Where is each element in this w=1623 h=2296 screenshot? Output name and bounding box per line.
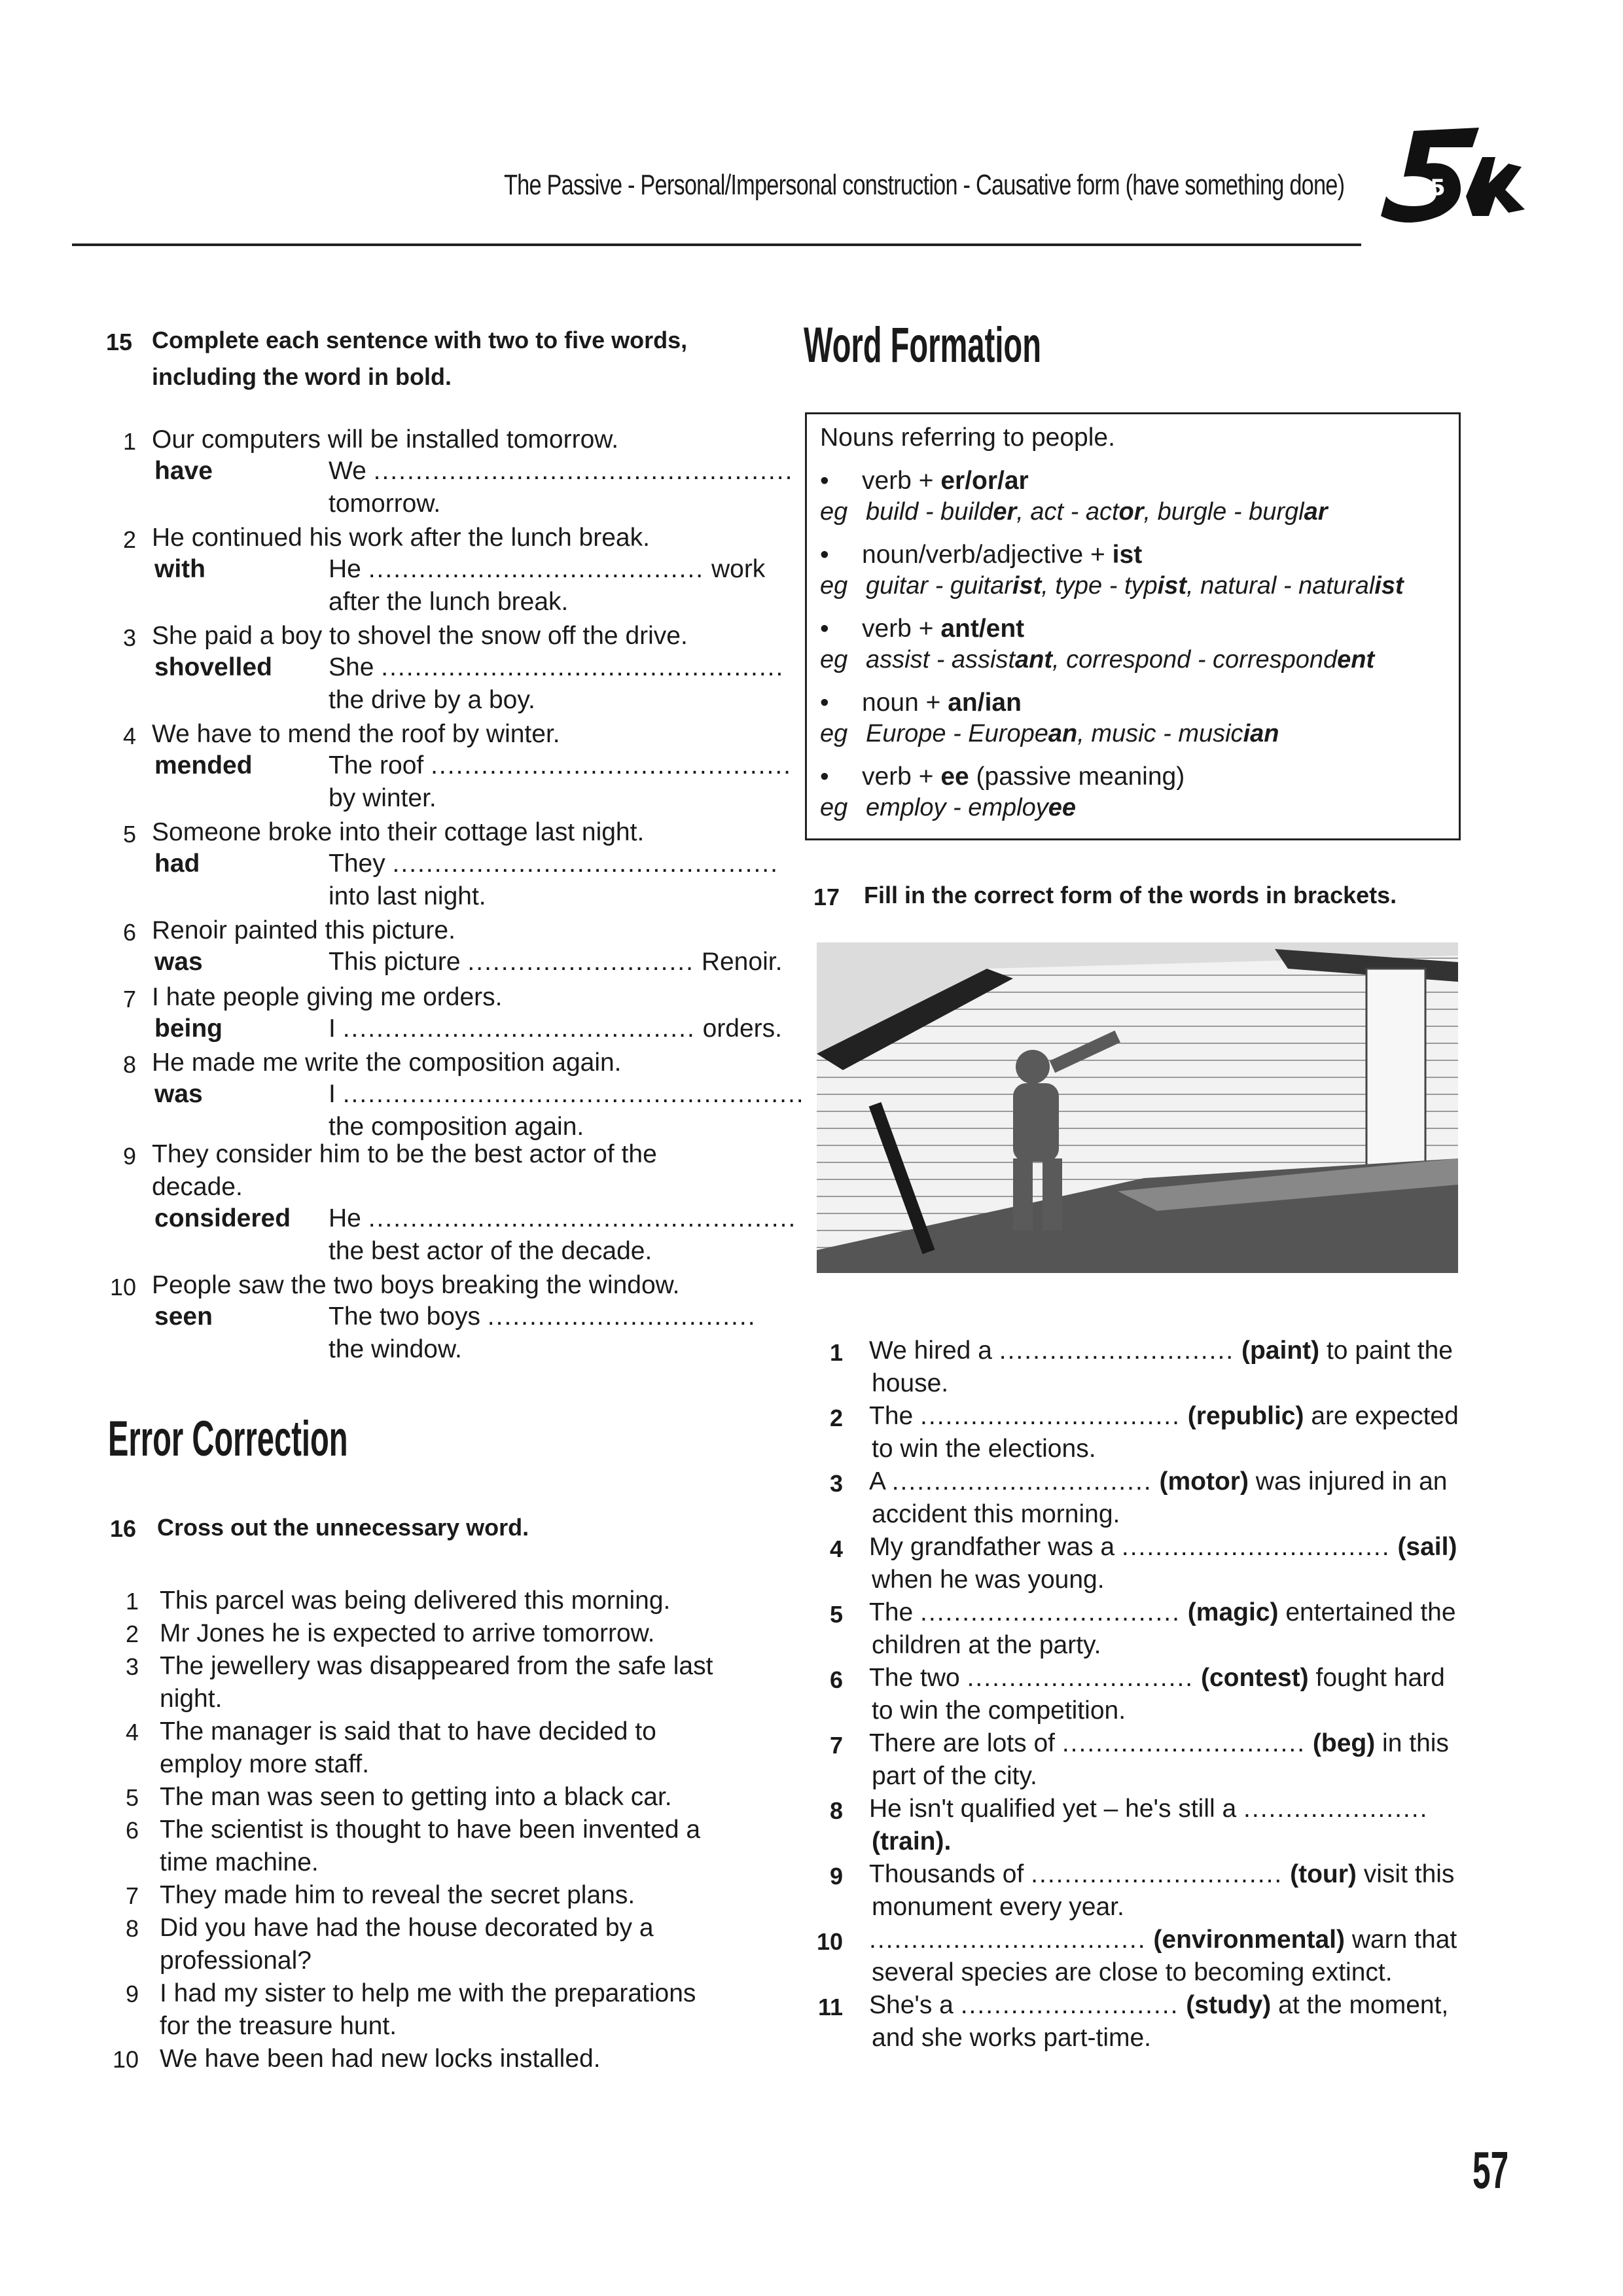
sentence-start: He isn't qualified yet – he's still a <box>869 1795 1237 1823</box>
gap-sentence-cont: house. <box>872 1369 949 1397</box>
word-in-brackets: (magic) <box>1187 1598 1279 1626</box>
source-sentence: Someone broke into their cottage last night. <box>152 818 645 846</box>
answer-line <box>329 948 782 977</box>
rule-suffix: er/or/ar <box>940 467 1029 495</box>
answer-blank: ................................ <box>487 1302 757 1331</box>
source-sentence: He made me write the composition again. <box>152 1049 622 1077</box>
eg-label: eg <box>820 720 848 747</box>
gap-sentence <box>869 1728 1449 1759</box>
answer-continuation: the best actor of the decade. <box>329 1237 652 1265</box>
rule-line <box>820 689 1022 717</box>
error-sentence-cont: employ more staff. <box>160 1750 370 1778</box>
sentence-start: There are lots of <box>869 1729 1055 1757</box>
question-number: 8 <box>829 1797 843 1824</box>
word-in-brackets: (tour) <box>1290 1860 1357 1888</box>
rule-suffix: ist <box>1112 541 1143 569</box>
error-sentence: The jewellery was disappeared from the safe last <box>160 1652 713 1680</box>
answer-blank: ............................ <box>999 1336 1235 1365</box>
question-number: 5 <box>829 1601 843 1628</box>
answer-line <box>329 850 779 878</box>
question-number: 6 <box>122 919 136 946</box>
keyword: shovelled <box>154 653 272 681</box>
word-in-brackets: (beg) <box>1312 1729 1376 1757</box>
eg-label: eg <box>820 498 848 526</box>
question-number: 5 <box>125 1784 139 1811</box>
keyword: had <box>154 850 200 878</box>
sentence-end: visit this <box>1363 1860 1455 1888</box>
sentence-start: A <box>869 1467 885 1496</box>
bullet-icon: • <box>820 467 829 495</box>
error-sentence: We have been had new locks installed. <box>160 2045 601 2073</box>
sentence-start: She's a <box>869 1991 954 2019</box>
example-suffix: ant <box>1015 646 1053 673</box>
gap-sentence <box>869 1597 1456 1628</box>
bullet-icon: • <box>820 689 829 717</box>
error-sentence: The manager is said that to have decided to <box>160 1717 656 1746</box>
answer-blank: ........................... <box>467 948 694 976</box>
error-sentence-cont: professional? <box>160 1946 312 1975</box>
bullet-icon: • <box>820 615 829 643</box>
answer-line <box>329 653 784 682</box>
question-number: 4 <box>125 1719 139 1746</box>
answer-start: The roof <box>329 751 424 780</box>
example-text: , correspond - correspond <box>1052 646 1338 673</box>
gap-sentence-cont: to win the elections. <box>872 1435 1096 1463</box>
question-number: 8 <box>125 1915 139 1942</box>
answer-blank: ........................................ <box>368 555 705 583</box>
source-sentence: Our computers will be installed tomorrow. <box>152 425 619 454</box>
word-formation-box-title: Nouns referring to people. <box>820 423 1115 452</box>
eg-label: eg <box>820 794 848 821</box>
example-text: guitar - guitar <box>866 572 1012 600</box>
keyword: mended <box>154 751 253 780</box>
sentence-start: We hired a <box>869 1336 992 1365</box>
question-number: 6 <box>125 1817 139 1844</box>
answer-continuation: into last night. <box>329 882 486 910</box>
question-number: 4 <box>122 723 136 749</box>
sentence-end: at the moment, <box>1278 1991 1449 2019</box>
keyword: was <box>154 948 203 976</box>
answer-start: He <box>329 1204 361 1232</box>
question-number: 9 <box>125 1981 139 2007</box>
answer-blank: ................................ <box>1121 1533 1391 1561</box>
sentence-end: fought hard <box>1315 1664 1445 1692</box>
gap-sentence-cont: (train). <box>872 1827 952 1856</box>
sentence-end: in this <box>1382 1729 1449 1757</box>
question-number: 1 <box>125 1588 139 1615</box>
gap-sentence <box>869 1793 1428 1825</box>
example-text: , burgle - burgl <box>1143 498 1304 526</box>
sentence-end: entertained the <box>1285 1598 1456 1626</box>
unit-number: 5 <box>1430 175 1446 201</box>
question-number: 9 <box>829 1863 843 1890</box>
gap-sentence-cont: to win the competition. <box>872 1696 1126 1725</box>
gap-sentence-cont: monument every year. <box>872 1893 1124 1921</box>
answer-line <box>329 1302 757 1331</box>
exercise-15-instruction-1: Complete each sentence with two to five words, <box>152 327 688 353</box>
exercise-15-number: 15 <box>106 329 133 355</box>
answer-blank: ................................................... <box>368 1204 797 1232</box>
keyword: with <box>154 555 205 583</box>
example-text: , natural - natural <box>1186 572 1375 600</box>
gap-sentence <box>869 1335 1453 1367</box>
sentence-start: Thousands of <box>869 1860 1024 1888</box>
rule-example <box>820 720 1279 748</box>
eg-label: eg <box>820 646 848 673</box>
exercise-15-instruction-2: including the word in bold. <box>152 363 452 390</box>
question-number: 1 <box>122 428 136 455</box>
rule-line <box>820 467 1029 495</box>
source-sentence: She paid a boy to shovel the snow off the drive. <box>152 622 688 650</box>
question-number: 7 <box>829 1732 843 1759</box>
answer-blank: ............................. <box>1061 1729 1306 1757</box>
answer-start: I <box>329 1014 336 1043</box>
gap-sentence <box>869 1466 1447 1498</box>
answer-line <box>329 555 765 584</box>
answer-start: He <box>329 555 361 583</box>
gap-sentence <box>869 1859 1454 1890</box>
rule-note: (passive meaning) <box>969 762 1185 791</box>
example-suffix: ar <box>1304 498 1328 526</box>
source-sentence: We have to mend the roof by winter. <box>152 720 560 748</box>
gap-sentence <box>869 1532 1457 1563</box>
answer-continuation: the window. <box>329 1335 462 1363</box>
answer-start: This picture <box>329 948 461 976</box>
gap-sentence <box>869 1401 1459 1432</box>
sentence-start: The <box>869 1598 914 1626</box>
answer-continuation: by winter. <box>329 784 437 812</box>
answer-blank: ...................... <box>1243 1795 1429 1823</box>
house-painter-photo <box>817 942 1458 1289</box>
answer-blank: .................................................. <box>373 457 794 485</box>
bullet-icon: • <box>820 762 829 791</box>
answer-blank: ....................................................... <box>342 1080 805 1108</box>
example-suffix: an <box>1048 720 1078 747</box>
question-number: 7 <box>125 1882 139 1909</box>
word-in-brackets: (contest) <box>1200 1664 1309 1692</box>
answer-blank: ............................... <box>920 1402 1181 1430</box>
answer-blank: ........................... <box>967 1664 1194 1692</box>
answer-line <box>329 751 792 780</box>
example-suffix: ist <box>1374 572 1404 600</box>
rule-suffix: ee <box>940 762 969 791</box>
gap-sentence <box>869 1990 1448 2021</box>
question-number: 5 <box>122 821 136 848</box>
page-number: 57 <box>1472 2141 1509 2199</box>
error-sentence: This parcel was being delivered this morning. <box>160 1587 671 1615</box>
answer-continuation: the drive by a boy. <box>329 686 535 714</box>
example-text: , type - typ <box>1041 572 1158 600</box>
question-number: 2 <box>122 526 136 553</box>
source-sentence: They consider him to be the best actor of the <box>152 1140 657 1168</box>
answer-continuation: after the lunch break. <box>329 588 569 616</box>
answer-start: She <box>329 653 374 681</box>
keyword: was <box>154 1080 203 1108</box>
rule-example <box>820 794 1076 822</box>
answer-line <box>329 1014 782 1043</box>
question-number: 4 <box>829 1535 843 1562</box>
question-number: 3 <box>829 1470 843 1497</box>
question-number: 10 <box>817 1928 844 1955</box>
answer-continuation: tomorrow. <box>329 490 441 518</box>
word-in-brackets: (environmental) <box>1153 1926 1345 1954</box>
example-text: , act - act <box>1016 498 1119 526</box>
gap-sentence <box>869 1924 1457 1956</box>
word-formation-title: Word Formation <box>804 317 1041 373</box>
word-in-brackets: (study) <box>1186 1991 1272 2019</box>
question-number: 11 <box>817 1994 843 2020</box>
sentence-end: to paint the <box>1326 1336 1453 1365</box>
answer-start: The two boys <box>329 1302 480 1331</box>
source-sentence: I hate people giving me orders. <box>152 983 503 1011</box>
question-number: 6 <box>829 1666 843 1693</box>
rule-suffix: an/ian <box>948 689 1022 717</box>
rule-prefix: verb + <box>862 762 941 791</box>
answer-blank: .......................... <box>960 1991 1179 2019</box>
rule-line <box>820 541 1142 569</box>
example-text: Europe - Europe <box>866 720 1048 747</box>
rule-example <box>820 646 1374 674</box>
question-number: 1 <box>829 1339 843 1366</box>
source-sentence: Renoir painted this picture. <box>152 916 455 944</box>
rule-line <box>820 615 1024 643</box>
sentence-end: are expected <box>1311 1402 1459 1430</box>
answer-end: Renoir. <box>701 948 783 976</box>
header-rule <box>72 243 1361 246</box>
sentence-start: The <box>869 1402 914 1430</box>
example-text: build - build <box>866 498 993 526</box>
error-sentence-cont: time machine. <box>160 1848 319 1876</box>
gap-sentence <box>869 1662 1445 1694</box>
error-sentence: The scientist is thought to have been invented a <box>160 1816 701 1844</box>
answer-start: They <box>329 850 385 878</box>
gap-sentence-cont: when he was young. <box>872 1566 1105 1594</box>
source-sentence: He continued his work after the lunch break. <box>152 524 650 552</box>
rule-example <box>820 498 1327 526</box>
example-suffix: ist <box>1157 572 1187 600</box>
word-in-brackets: (sail) <box>1397 1533 1457 1561</box>
question-number: 10 <box>110 1274 137 1300</box>
answer-continuation: the composition again. <box>329 1113 584 1141</box>
error-correction-title: Error Correction <box>108 1411 348 1467</box>
rule-prefix: noun/verb/adjective + <box>862 541 1113 569</box>
rule-prefix: noun + <box>862 689 948 717</box>
running-header: The Passive - Personal/Impersonal construction - Causative form (have something done) <box>504 169 1345 201</box>
bullet-icon: • <box>820 541 829 569</box>
example-suffix: ent <box>1337 646 1375 673</box>
unit-number-logo <box>1368 118 1538 249</box>
question-number: 3 <box>125 1653 139 1680</box>
exercise-17-instruction: Fill in the correct form of the words in brackets. <box>864 882 1397 908</box>
answer-blank: .......................................... <box>342 1014 696 1043</box>
answer-blank: ................................................ <box>381 653 785 681</box>
error-sentence: Mr Jones he is expected to arrive tomorrow. <box>160 1619 655 1647</box>
rule-line <box>820 762 1185 791</box>
rule-suffix: ant/ent <box>940 615 1025 643</box>
sentence-end: was injured in an <box>1255 1467 1448 1496</box>
question-number: 9 <box>122 1143 136 1170</box>
answer-end: work <box>711 555 766 583</box>
example-suffix: or <box>1118 498 1144 526</box>
error-sentence: I had my sister to help me with the preparations <box>160 1979 696 2007</box>
question-number: 8 <box>122 1051 136 1078</box>
sentence-start: My grandfather was a <box>869 1533 1115 1561</box>
gap-sentence-cont: children at the party. <box>872 1631 1101 1659</box>
word-in-brackets: (paint) <box>1241 1336 1320 1365</box>
error-sentence-cont: for the treasure hunt. <box>160 2012 397 2040</box>
error-sentence-cont: night. <box>160 1685 223 1713</box>
word-in-brackets: (motor) <box>1159 1467 1249 1496</box>
answer-line <box>329 1204 796 1233</box>
exercise-17-number: 17 <box>813 884 840 910</box>
answer-start: I <box>329 1080 336 1108</box>
gap-sentence-cont: part of the city. <box>872 1762 1037 1790</box>
gap-sentence-cont: accident this morning. <box>872 1500 1120 1528</box>
example-suffix: ee <box>1048 794 1077 821</box>
example-suffix: er <box>993 498 1017 526</box>
sentence-start: The two <box>869 1664 960 1692</box>
answer-blank: .............................. <box>1031 1860 1283 1888</box>
answer-blank: .............................................. <box>392 850 779 878</box>
sentence-end: warn that <box>1351 1926 1457 1954</box>
word-in-brackets: (republic) <box>1187 1402 1304 1430</box>
question-number: 2 <box>829 1405 843 1431</box>
word-formation-rules-box <box>805 412 1461 840</box>
answer-line <box>329 1080 805 1109</box>
gap-sentence-cont: several species are close to becoming extinct. <box>872 1958 1393 1986</box>
example-text: employ - employ <box>866 794 1048 821</box>
keyword: being <box>154 1014 223 1043</box>
answer-line <box>329 457 793 486</box>
example-suffix: ist <box>1012 572 1042 600</box>
answer-blank: ........................................... <box>431 751 793 780</box>
question-number: 2 <box>125 1621 139 1647</box>
keyword: seen <box>154 1302 213 1331</box>
answer-blank: ............................... <box>891 1467 1152 1496</box>
question-number: 3 <box>122 624 136 651</box>
exercise-16-number: 16 <box>110 1515 137 1542</box>
answer-end: orders. <box>702 1014 783 1043</box>
error-sentence: They made him to reveal the secret plans. <box>160 1881 635 1909</box>
error-sentence: Did you have had the house decorated by a <box>160 1914 654 1942</box>
rule-prefix: verb + <box>862 615 941 643</box>
keyword: considered <box>154 1204 291 1232</box>
exercise-16-instruction: Cross out the unnecessary word. <box>157 1514 529 1541</box>
rule-prefix: verb + <box>862 467 941 495</box>
gap-sentence-cont: and she works part-time. <box>872 2024 1152 2052</box>
example-text: , music - music <box>1077 720 1243 747</box>
answer-blank: ............................... <box>920 1598 1181 1626</box>
example-suffix: ian <box>1243 720 1279 747</box>
example-text: assist - assist <box>866 646 1016 673</box>
keyword: have <box>154 457 213 485</box>
question-number: 10 <box>113 2046 139 2073</box>
rule-example <box>820 572 1404 600</box>
source-sentence: People saw the two boys breaking the window. <box>152 1271 680 1299</box>
answer-blank: ................................. <box>869 1926 1147 1954</box>
question-number: 7 <box>122 986 136 1013</box>
error-sentence: The man was seen to getting into a black car. <box>160 1783 672 1811</box>
eg-label: eg <box>820 572 848 600</box>
source-sentence-cont: decade. <box>152 1173 243 1201</box>
answer-start: We <box>329 457 366 485</box>
